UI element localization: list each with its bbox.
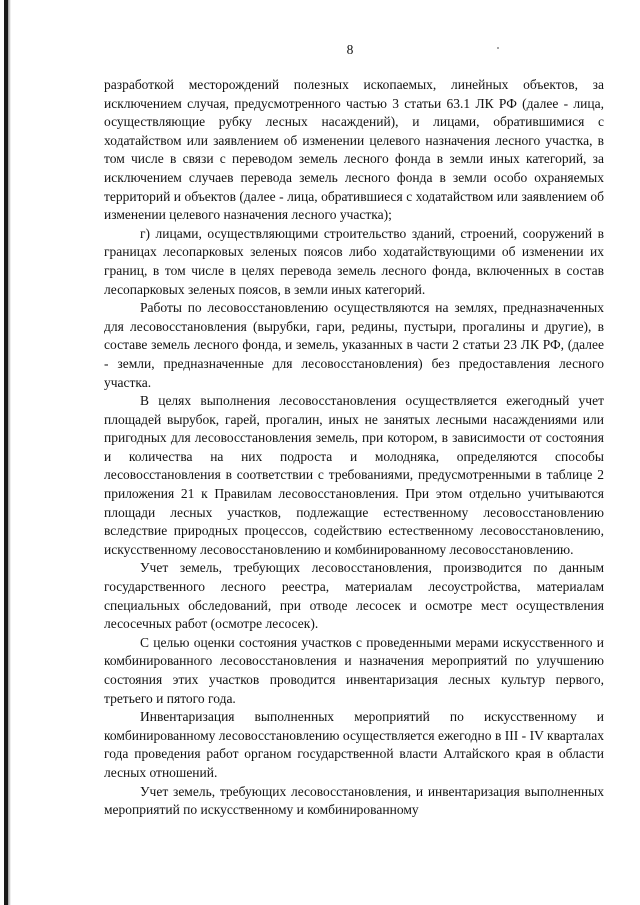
paragraph-accounting-inventory: Учет земель, требующих лесовосстановления, и инвентаризация выполненных мероприятий по искусственному и комбинированному [104,783,604,818]
paragraph-annual-accounting: В целях выполнения лесовосстановления осуществляется ежегодный учет площадей вырубок, гарей, прогалин, иных не занятых лесными насаждениями или пригодных для лесовосстановления земель, при котором, в зависимости от состояния и количества на них подроста и молодняка, определяются способы лесовосстановления в соответствии с требованиями, предусмотренными в таблице 2 приложения 21 к Правилам лесовосстановления. При этом отдельно учитываются площади лесных участков, подлежащие естественному лесовосстановлению вследствие природных процессов, содействию естественному лесовосстановлению, искусственному лесовосстановлению и комбинированному лесовосстановлению. [104,393,604,557]
paragraph-reforestation-works: Работы по лесовосстановлению осуществляются на землях, предназначенных для лесовосстановления (вырубки, гари, редины, пустыри, прогалины и другие), в составе земель лесного фонда, и земель, указанных в части 2 статьи 23 ЛК РФ, (далее - земли, предназначенные для лесовосстановления) без предоставления лесного участка. [104,300,604,390]
paragraph-continuation: разработкой месторождений полезных ископаемых, линейных объектов, за исключением случая, предусмотренного частью 3 статьи 63.1 ЛК РФ (далее - лица, осуществляющие рубку лесных насаждений), и лицами, обратившимися с ходатайством или заявлением об изменении целевого назначения лесного участка, в том числе в связи с переводом земель лесного фонда в земли иных категорий, за исключением случаев перевода земель лесного фонда в земли особо охраняемых территорий и объектов (далее - лица, обратившиеся с ходатайством или заявлением об изменении целевого назначения лесного участка); [104,77,604,223]
paragraph-inventory: Инвентаризация выполненных мероприятий по искусственному и комбинированному лесовосстановлению осуществляется ежегодно в III - IV кварталах года проведения работ органом государственной власти Алтайского края в области лесных отношений. [104,709,604,780]
document-body [104,76,604,820]
page-edge-shadow [8,0,11,905]
paragraph-land-accounting: Учет земель, требующих лесовосстановления, производится по данным государственного лесного реестра, материалам лесоустройства, материалам специальных обследований, при отводе лесосек и осмотре мест осуществления лесосечных работ (осмотре лесосек). [104,560,604,632]
page-number: 8 [346,42,354,57]
paragraph-item-g: г) лицами, осуществляющими строительство зданий, строений, сооружений в границах лесопарковых зеленых поясов либо ходатайствующими об изменении их границ, в том числе в целях перевода земель лесного фонда, включенных в состав лесопарковых зеленых поясов, в земли иных категорий. [104,225,604,297]
paragraph-condition-assessment: С целью оценки состояния участков с проведенными мерами искусственного и комбинированного лесовосстановления и назначения мероприятий по улучшению состояния этих участков проводится инвентаризация лесных культур первого, третьего и пятого года. [104,634,604,706]
